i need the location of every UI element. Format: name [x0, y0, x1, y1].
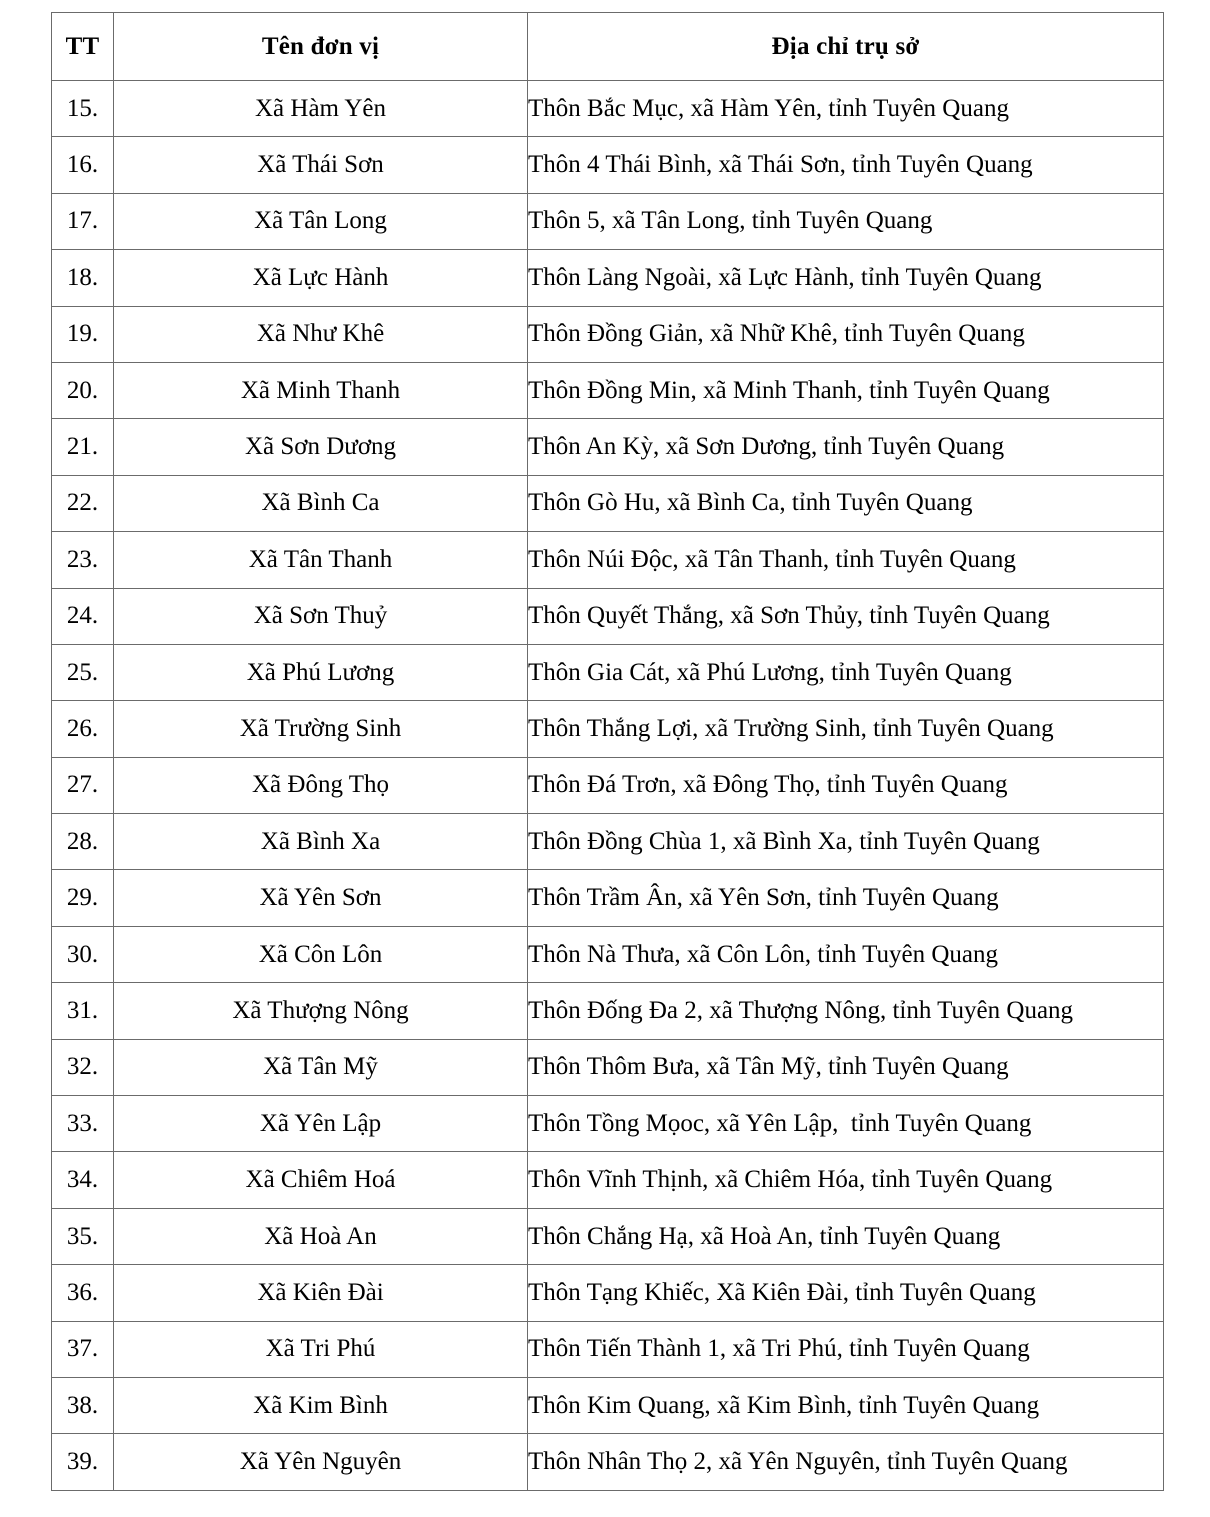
- cell-address: Thôn Đồng Giản, xã Nhữ Khê, tỉnh Tuyên Quang: [528, 306, 1164, 362]
- cell-address: Thôn Vĩnh Thịnh, xã Chiêm Hóa, tỉnh Tuyên Quang: [528, 1152, 1164, 1208]
- cell-tt: 15.: [52, 81, 114, 137]
- table-row: [52, 757, 1164, 813]
- cell-tt: 22.: [52, 475, 114, 531]
- cell-tt: 20.: [52, 362, 114, 418]
- cell-unit-name: Xã Yên Lập: [114, 1096, 528, 1152]
- cell-unit-name: Xã Tân Thanh: [114, 532, 528, 588]
- table-row: [52, 1039, 1164, 1095]
- table-row: [52, 926, 1164, 982]
- table-row: [52, 644, 1164, 700]
- cell-tt: 24.: [52, 588, 114, 644]
- cell-tt: 36.: [52, 1265, 114, 1321]
- cell-tt: 39.: [52, 1434, 114, 1490]
- cell-tt: 23.: [52, 532, 114, 588]
- table-header-row: [52, 13, 1164, 81]
- cell-unit-name: Xã Như Khê: [114, 306, 528, 362]
- table-row: [52, 532, 1164, 588]
- column-header-name: Tên đơn vị: [114, 13, 528, 81]
- table-row: [52, 193, 1164, 249]
- cell-address: Thôn 5, xã Tân Long, tỉnh Tuyên Quang: [528, 193, 1164, 249]
- cell-address: Thôn Tiến Thành 1, xã Tri Phú, tỉnh Tuyên Quang: [528, 1321, 1164, 1377]
- table-row: [52, 1096, 1164, 1152]
- cell-address: Thôn Trầm Ân, xã Yên Sơn, tỉnh Tuyên Quang: [528, 870, 1164, 926]
- cell-tt: 29.: [52, 870, 114, 926]
- table-row: [52, 1208, 1164, 1264]
- table-row: [52, 701, 1164, 757]
- table-row: [52, 1152, 1164, 1208]
- cell-unit-name: Xã Tri Phú: [114, 1321, 528, 1377]
- cell-tt: 21.: [52, 419, 114, 475]
- table-row: [52, 983, 1164, 1039]
- table-row: [52, 306, 1164, 362]
- cell-address: Thôn 4 Thái Bình, xã Thái Sơn, tỉnh Tuyên Quang: [528, 137, 1164, 193]
- cell-unit-name: Xã Thượng Nông: [114, 983, 528, 1039]
- table-body: [52, 81, 1164, 1491]
- cell-unit-name: Xã Thái Sơn: [114, 137, 528, 193]
- unit-table-container: [51, 12, 1163, 1491]
- cell-tt: 37.: [52, 1321, 114, 1377]
- cell-tt: 16.: [52, 137, 114, 193]
- cell-unit-name: Xã Sơn Dương: [114, 419, 528, 475]
- cell-tt: 19.: [52, 306, 114, 362]
- cell-unit-name: Xã Tân Mỹ: [114, 1039, 528, 1095]
- cell-tt: 30.: [52, 926, 114, 982]
- cell-address: Thôn Thôm Bưa, xã Tân Mỹ, tỉnh Tuyên Quang: [528, 1039, 1164, 1095]
- cell-tt: 32.: [52, 1039, 114, 1095]
- cell-unit-name: Xã Hàm Yên: [114, 81, 528, 137]
- cell-tt: 17.: [52, 193, 114, 249]
- table-row: [52, 250, 1164, 306]
- cell-address: Thôn Làng Ngoài, xã Lực Hành, tỉnh Tuyên Quang: [528, 250, 1164, 306]
- cell-tt: 34.: [52, 1152, 114, 1208]
- cell-unit-name: Xã Bình Xa: [114, 814, 528, 870]
- cell-tt: 25.: [52, 644, 114, 700]
- table-row: [52, 137, 1164, 193]
- column-header-tt: TT: [52, 13, 114, 81]
- table-row: [52, 1321, 1164, 1377]
- table-row: [52, 475, 1164, 531]
- cell-address: Thôn Bắc Mục, xã Hàm Yên, tỉnh Tuyên Quang: [528, 81, 1164, 137]
- cell-address: Thôn Tồng Mọoc, xã Yên Lập, tỉnh Tuyên Quang: [528, 1096, 1164, 1152]
- cell-address: Thôn Đồng Chùa 1, xã Bình Xa, tỉnh Tuyên Quang: [528, 814, 1164, 870]
- table-row: [52, 870, 1164, 926]
- column-header-address: Địa chỉ trụ sở: [528, 13, 1164, 81]
- cell-unit-name: Xã Trường Sinh: [114, 701, 528, 757]
- cell-unit-name: Xã Yên Nguyên: [114, 1434, 528, 1490]
- cell-unit-name: Xã Minh Thanh: [114, 362, 528, 418]
- table-row: [52, 81, 1164, 137]
- cell-unit-name: Xã Tân Long: [114, 193, 528, 249]
- cell-unit-name: Xã Phú Lương: [114, 644, 528, 700]
- cell-unit-name: Xã Bình Ca: [114, 475, 528, 531]
- cell-tt: 31.: [52, 983, 114, 1039]
- cell-unit-name: Xã Lực Hành: [114, 250, 528, 306]
- cell-address: Thôn Gò Hu, xã Bình Ca, tỉnh Tuyên Quang: [528, 475, 1164, 531]
- cell-unit-name: Xã Chiêm Hoá: [114, 1152, 528, 1208]
- cell-address: Thôn Chắng Hạ, xã Hoà An, tỉnh Tuyên Quang: [528, 1208, 1164, 1264]
- cell-tt: 18.: [52, 250, 114, 306]
- cell-address: Thôn Nhân Thọ 2, xã Yên Nguyên, tỉnh Tuyên Quang: [528, 1434, 1164, 1490]
- cell-address: Thôn An Kỳ, xã Sơn Dương, tỉnh Tuyên Quang: [528, 419, 1164, 475]
- cell-unit-name: Xã Kiên Đài: [114, 1265, 528, 1321]
- cell-address: Thôn Đồng Min, xã Minh Thanh, tỉnh Tuyên Quang: [528, 362, 1164, 418]
- cell-address: Thôn Kim Quang, xã Kim Bình, tỉnh Tuyên Quang: [528, 1377, 1164, 1433]
- cell-unit-name: Xã Đông Thọ: [114, 757, 528, 813]
- cell-tt: 28.: [52, 814, 114, 870]
- table-header: [52, 13, 1164, 81]
- table-row: [52, 1434, 1164, 1490]
- cell-address: Thôn Đống Đa 2, xã Thượng Nông, tỉnh Tuyên Quang: [528, 983, 1164, 1039]
- table-row: [52, 814, 1164, 870]
- cell-address: Thôn Tạng Khiếc, Xã Kiên Đài, tỉnh Tuyên Quang: [528, 1265, 1164, 1321]
- cell-address: Thôn Nà Thưa, xã Côn Lôn, tỉnh Tuyên Quang: [528, 926, 1164, 982]
- table-row: [52, 362, 1164, 418]
- cell-unit-name: Xã Kim Bình: [114, 1377, 528, 1433]
- cell-address: Thôn Thắng Lợi, xã Trường Sinh, tỉnh Tuyên Quang: [528, 701, 1164, 757]
- cell-tt: 35.: [52, 1208, 114, 1264]
- table-row: [52, 419, 1164, 475]
- table-row: [52, 1377, 1164, 1433]
- cell-tt: 27.: [52, 757, 114, 813]
- table-row: [52, 588, 1164, 644]
- cell-unit-name: Xã Sơn Thuỷ: [114, 588, 528, 644]
- cell-address: Thôn Núi Độc, xã Tân Thanh, tỉnh Tuyên Quang: [528, 532, 1164, 588]
- cell-tt: 38.: [52, 1377, 114, 1433]
- cell-unit-name: Xã Côn Lôn: [114, 926, 528, 982]
- cell-unit-name: Xã Hoà An: [114, 1208, 528, 1264]
- cell-unit-name: Xã Yên Sơn: [114, 870, 528, 926]
- cell-address: Thôn Quyết Thắng, xã Sơn Thủy, tỉnh Tuyên Quang: [528, 588, 1164, 644]
- administrative-unit-table: [51, 12, 1164, 1491]
- cell-address: Thôn Gia Cát, xã Phú Lương, tỉnh Tuyên Quang: [528, 644, 1164, 700]
- cell-tt: 26.: [52, 701, 114, 757]
- cell-address: Thôn Đá Trơn, xã Đông Thọ, tỉnh Tuyên Quang: [528, 757, 1164, 813]
- cell-tt: 33.: [52, 1096, 114, 1152]
- table-row: [52, 1265, 1164, 1321]
